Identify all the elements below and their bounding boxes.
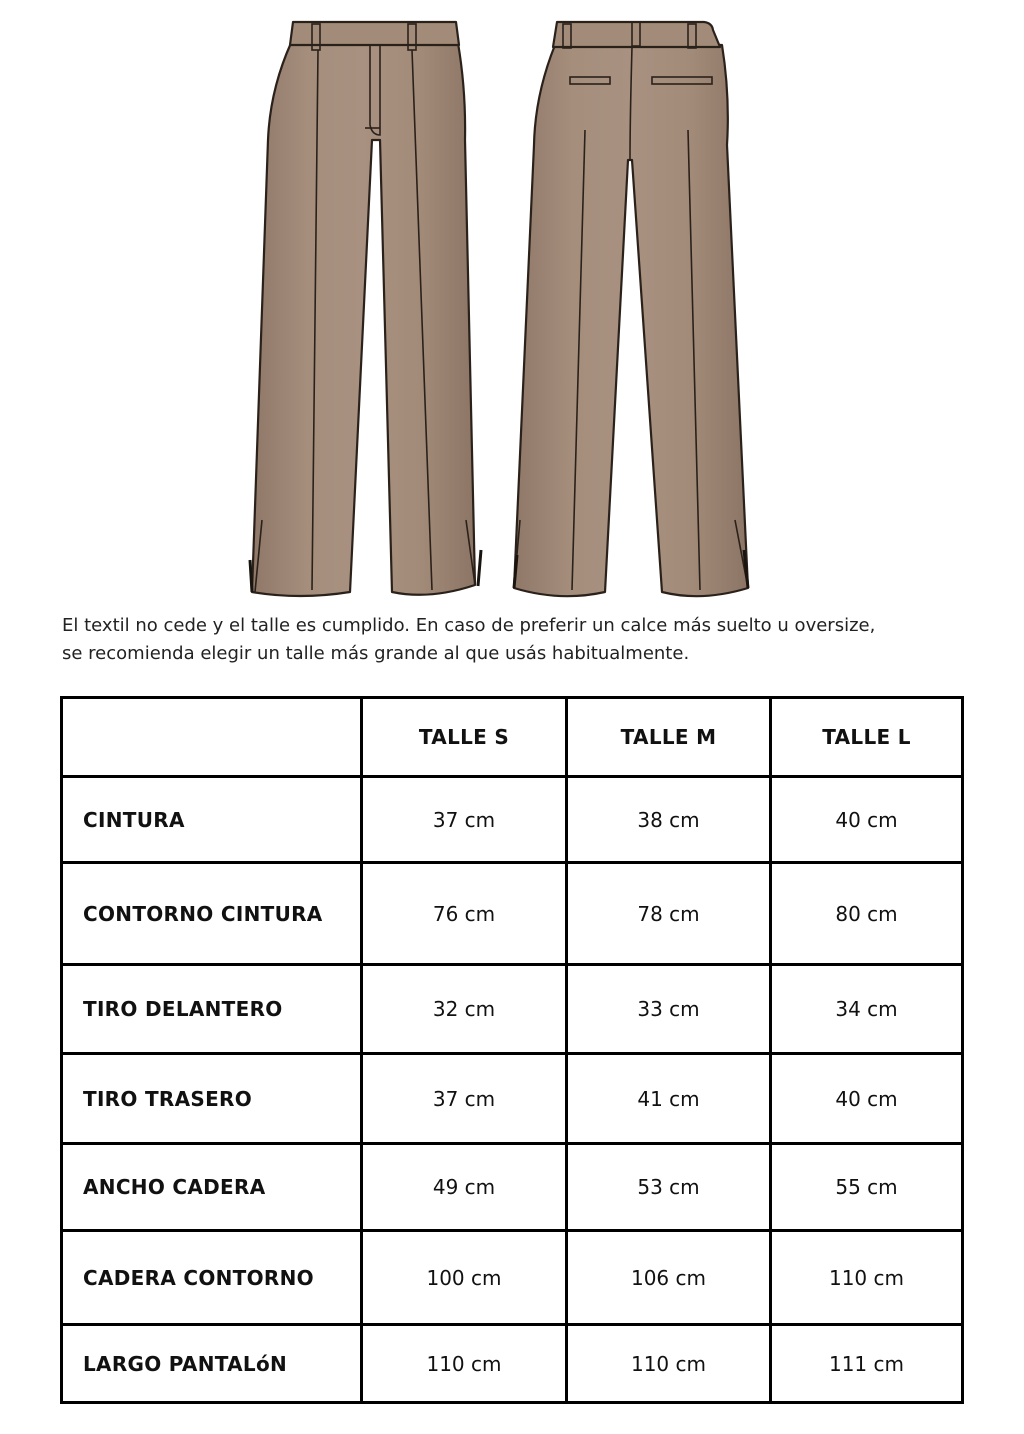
cell-value: 40 cm: [771, 1054, 963, 1144]
cell-value: 34 cm: [771, 965, 963, 1054]
fit-note-line-2: se recomienda elegir un talle más grande al que usás habitualmente.: [62, 643, 690, 664]
header-size-m: TALLE M: [567, 698, 771, 777]
cell-value: 111 cm: [771, 1325, 963, 1403]
header-size-l: TALLE L: [771, 698, 963, 777]
cell-value: 55 cm: [771, 1144, 963, 1231]
cell-value: 41 cm: [567, 1054, 771, 1144]
header-size-s: TALLE S: [362, 698, 567, 777]
cell-value: 33 cm: [567, 965, 771, 1054]
fit-note: [62, 612, 982, 668]
row-label: TIRO DELANTERO: [62, 965, 362, 1054]
cell-value: 100 cm: [362, 1231, 567, 1325]
table-row: [62, 1144, 963, 1231]
table-row: [62, 777, 963, 863]
table-row: [62, 965, 963, 1054]
pants-illustration: [0, 0, 1024, 610]
cell-value: 32 cm: [362, 965, 567, 1054]
row-label: LARGO PANTALóN: [62, 1325, 362, 1403]
size-chart-header-row: [62, 698, 963, 777]
cell-value: 78 cm: [567, 863, 771, 965]
cell-value: 37 cm: [362, 777, 567, 863]
row-label: CONTORNO CINTURA: [62, 863, 362, 965]
cell-value: 76 cm: [362, 863, 567, 965]
cell-value: 106 cm: [567, 1231, 771, 1325]
table-row: [62, 863, 963, 965]
table-row: [62, 1231, 963, 1325]
cell-value: 49 cm: [362, 1144, 567, 1231]
row-label: CADERA CONTORNO: [62, 1231, 362, 1325]
cell-value: 110 cm: [771, 1231, 963, 1325]
row-label: ANCHO CADERA: [62, 1144, 362, 1231]
cell-value: 40 cm: [771, 777, 963, 863]
row-label: TIRO TRASERO: [62, 1054, 362, 1144]
table-row: [62, 1325, 963, 1403]
header-empty: [62, 698, 362, 777]
size-chart-table: [60, 696, 964, 1404]
cell-value: 110 cm: [362, 1325, 567, 1403]
cell-value: 110 cm: [567, 1325, 771, 1403]
pants-back-icon: [0, 0, 1024, 610]
cell-value: 37 cm: [362, 1054, 567, 1144]
fit-note-line-1: El textil no cede y el talle es cumplido. En caso de preferir un calce más suelto u oversize,: [62, 615, 876, 636]
cell-value: 38 cm: [567, 777, 771, 863]
cell-value: 53 cm: [567, 1144, 771, 1231]
row-label: CINTURA: [62, 777, 362, 863]
cell-value: 80 cm: [771, 863, 963, 965]
table-row: [62, 1054, 963, 1144]
